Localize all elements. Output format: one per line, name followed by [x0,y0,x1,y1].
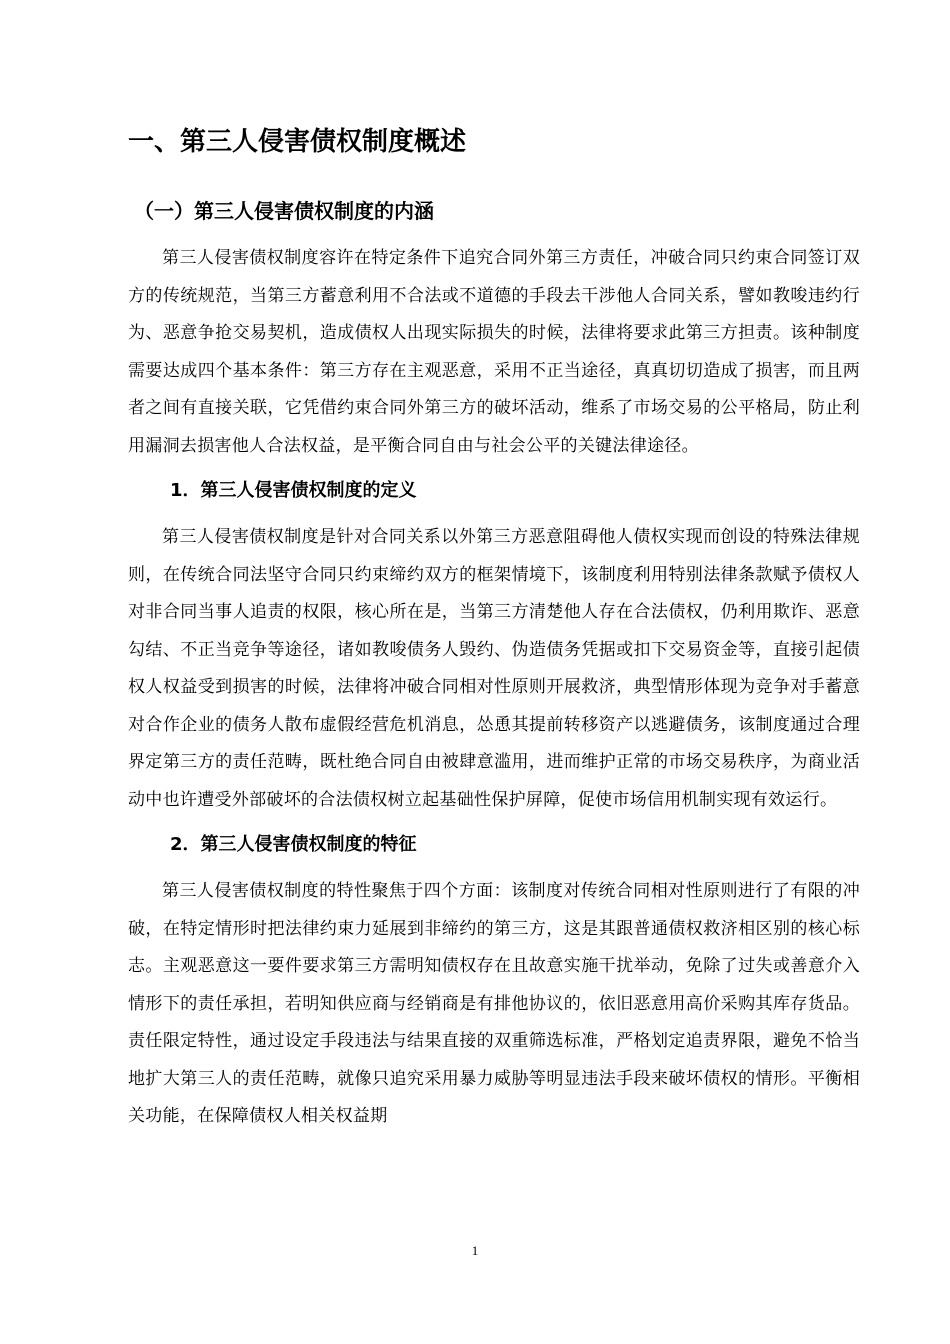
features-paragraph: 第三人侵害债权制度的特性聚焦于四个方面：该制度对传统合同相对性原则进行了有限的冲破，在特定情形时把法律约束力延展到非缔约的第三方，这是其跟普通债权救济相区别的核心标志。主观恶意这一要件要求第三方需明知债权存在且故意实施干扰举动，免除了过失或善意介入情形下的责任承担，若明知供应商与经销商是有排他协议的，依旧恶意用高价采购其库存货品。责任限定特性，通过设定手段违法与结果直接的双重筛选标准，严格划定追责界限，避免不恰当地扩大第三人的责任范畴，就像只追究采用暴力威胁等明显违法手段来破坏债权的情形。平衡相关功能，在保障债权人相关权益期 [128,881,860,1126]
section-title: （一）第三人侵害债权制度的内涵 [134,199,434,223]
subsection-title-features: 2．第三人侵害债权制度的特征 [170,834,417,855]
page-content [128,120,860,1144]
chapter-title: 一、第三人侵害债权制度概述 [128,127,467,157]
definition-paragraph: 第三人侵害债权制度是针对合同关系以外第三方恶意阻碍他人债权实现而创设的特殊法律规则，在传统合同法坚守合同只约束缔约双方的框架情境下，该制度利用特别法律条款赋予债权人对非合同当事人追责的权限，核心所在是，当第三方清楚他人存在合法债权，仍利用欺诈、恶意勾结、不正当竞争等途径，诸如教唆债务人毁约、伪造债务凭据或扣下交易资金等，直接引起债权人权益受到损害的时候，法律将冲破合同相对性原则开展救济，典型情形体现为竞争对手蓄意对合作企业的债务人散布虚假经营危机消息，怂恿其提前转移资产以逃避债务，该制度通过合理界定第三方的责任范畴，既杜绝合同自由被肆意滥用，进而维护正常的市场交易秩序，为商业活动中也许遭受外部破坏的合法债权树立起基础性保护屏障，促使市场信用机制实现有效运行。 [128,527,860,810]
subsection-title-definition: 1．第三人侵害债权制度的定义 [170,480,417,501]
page-number: 1 [471,1243,479,1258]
section-intro-paragraph: 第三人侵害债权制度容许在特定条件下追究合同外第三方责任，冲破合同只约束合同签订双方的传统规范，当第三方蓄意利用不合法或不道德的手段去干涉他人合同关系，譬如教唆违约行为、恶意争抢交易契机，造成债权人出现实际损失的时候，法律将要求此第三方担责。该种制度需要达成四个基本条件：第三方存在主观恶意，采用不正当途径，真真切切造成了损害，而且两者之间有直接关联，它凭借约束合同外第三方的破坏活动，维系了市场交易的公平格局，防止利用漏洞去损害他人合法权益，是平衡合同自由与社会公平的关键法律途径。 [128,248,860,456]
